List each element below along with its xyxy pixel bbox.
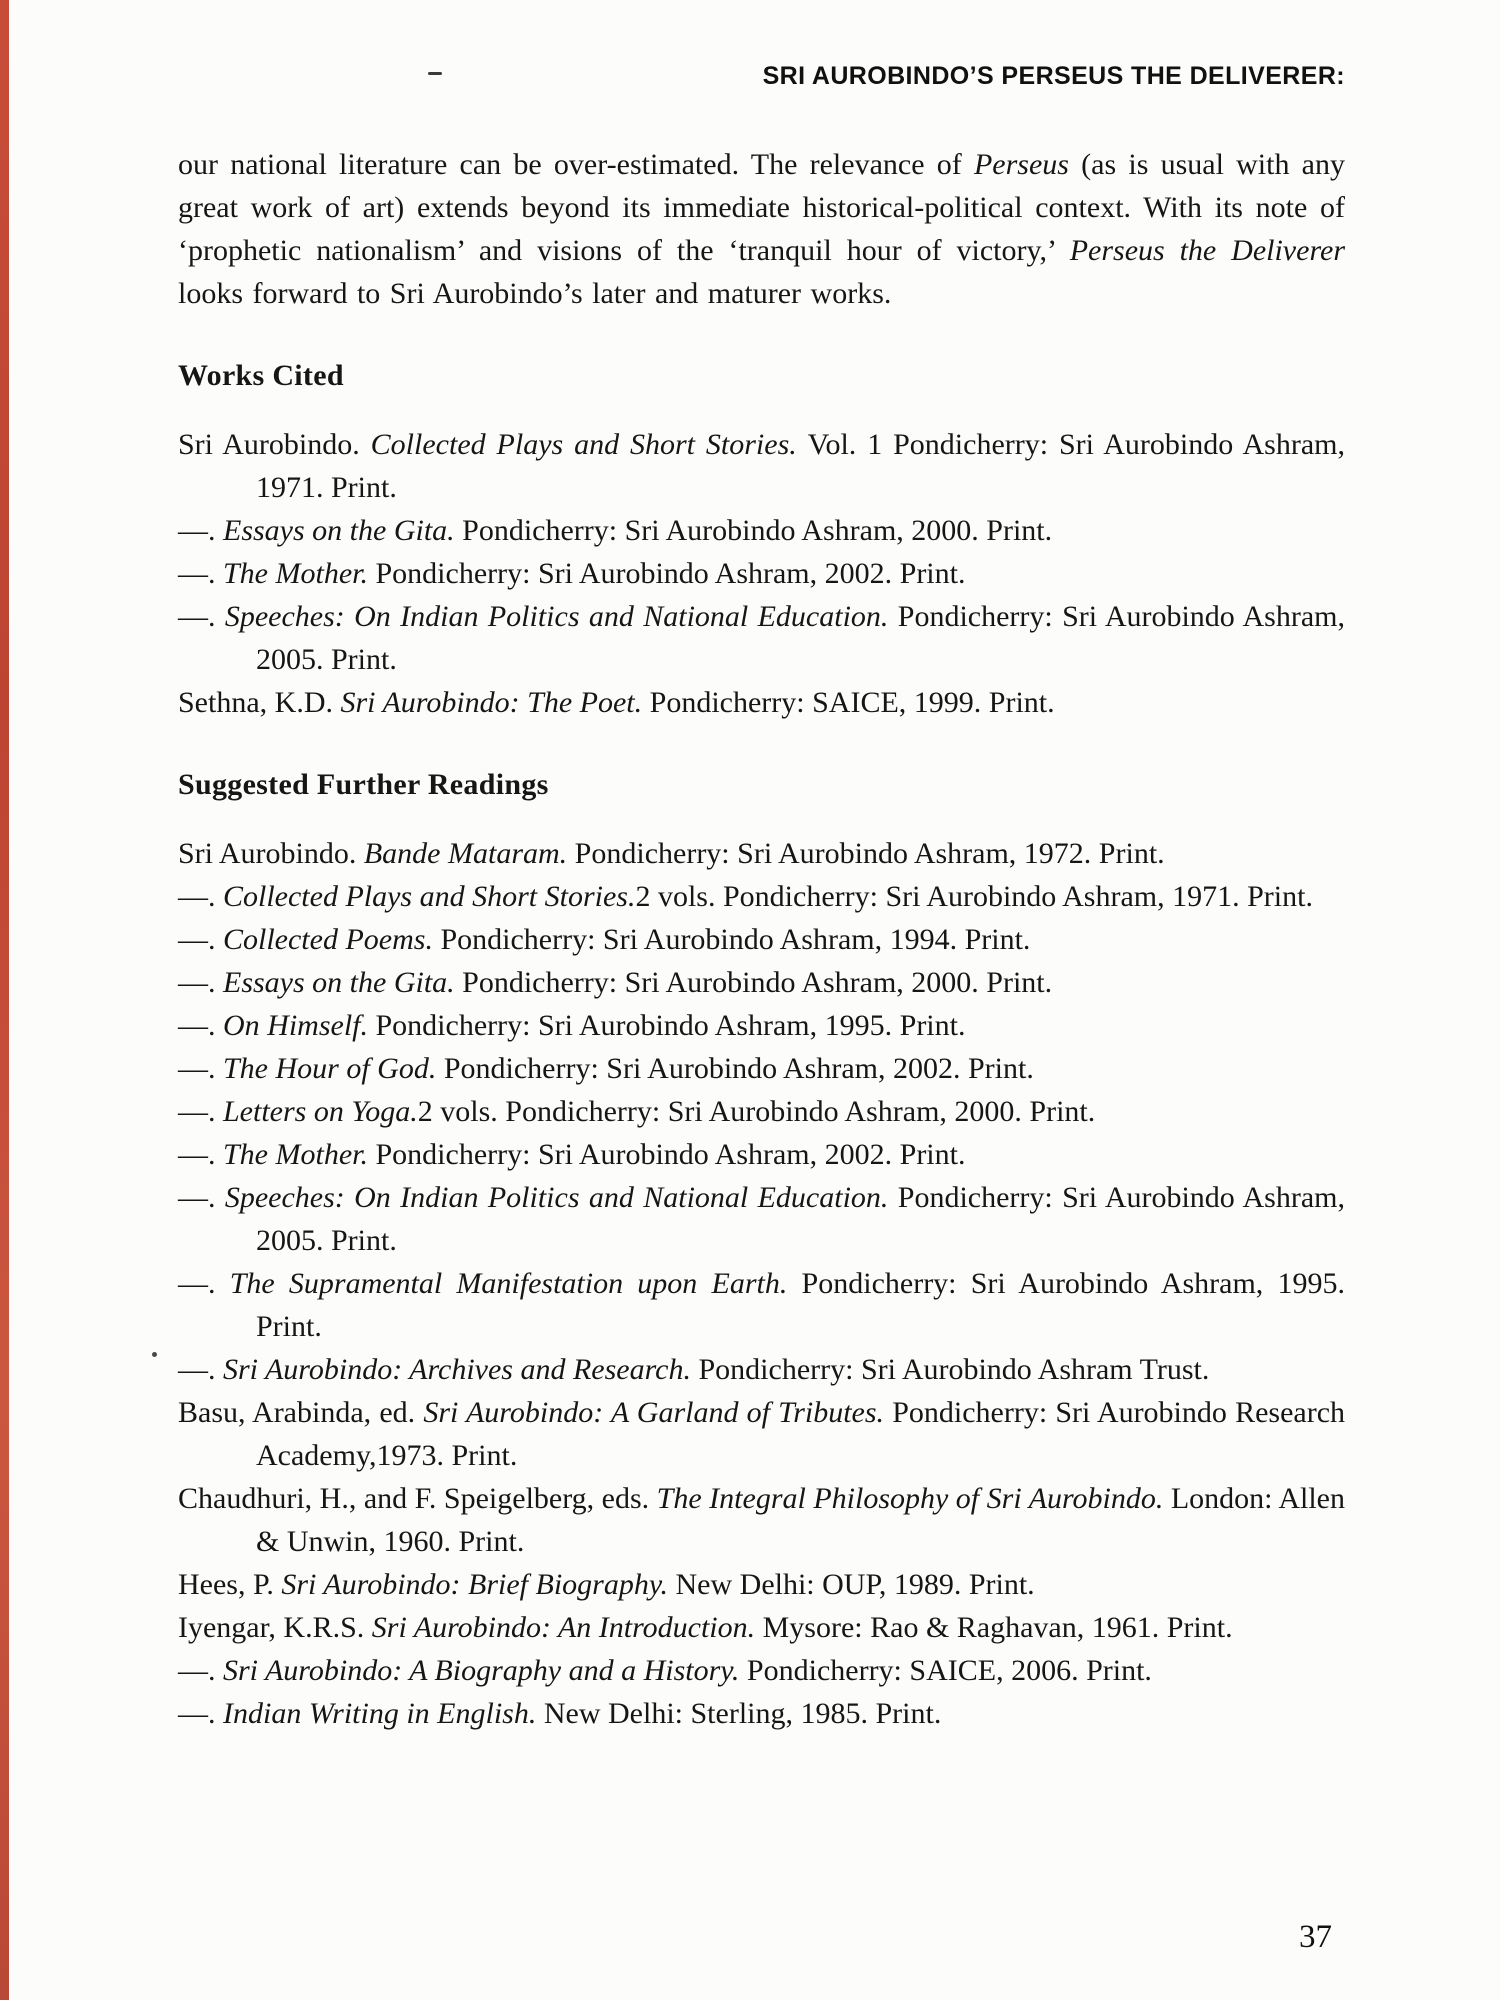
citation-entry — [178, 1090, 1345, 1133]
text-segment: 2 vols. Pondicherry: Sri Aurobindo Ashram, 2000. Print. — [417, 1095, 1096, 1128]
text-segment: —. — [178, 557, 223, 590]
citation-entry — [178, 1477, 1345, 1563]
title-segment: Essays on the Gita. — [223, 514, 463, 547]
citation-entry — [178, 961, 1345, 1004]
title-segment: Letters on Yoga. — [223, 1095, 418, 1128]
scan-dot-artifact — [152, 1352, 157, 1357]
title-segment: The Integral Philosophy of Sri Aurobindo. — [656, 1482, 1171, 1515]
title-segment: Perseus — [973, 148, 1069, 181]
text-segment: Sri Aurobindo. — [178, 837, 364, 870]
text-segment: —. — [178, 1095, 223, 1128]
citation-entry — [178, 1563, 1345, 1606]
text-segment: Pondicherry: Sri Aurobindo Research Academy,1973. Print. — [256, 1396, 1346, 1472]
citation-entry — [178, 918, 1345, 961]
text-segment: —. — [178, 923, 223, 956]
text-segment: 2 vols. Pondicherry: Sri Aurobindo Ashram, 1971. Print. — [635, 880, 1313, 913]
citation-entry — [178, 1004, 1345, 1047]
text-segment: New Delhi: Sterling, 1985. Print. — [543, 1697, 942, 1730]
text-segment: Pondicherry: Sri Aurobindo Ashram Trust. — [698, 1353, 1210, 1386]
text-segment: Pondicherry: SAICE, 2006. Print. — [746, 1654, 1152, 1687]
title-segment: Essays on the Gita. — [223, 966, 463, 999]
title-segment: The Hour of God. — [223, 1052, 444, 1085]
citation-entry — [178, 1692, 1345, 1735]
citation-entry — [178, 832, 1345, 875]
citation-entry — [178, 875, 1345, 918]
citation-entry — [178, 1176, 1345, 1262]
text-segment: Pondicherry: Sri Aurobindo Ashram, 1995. Print. — [256, 1267, 1345, 1343]
text-segment: Pondicherry: Sri Aurobindo Ashram, 2002. Print. — [375, 557, 966, 590]
citation-entry — [178, 1649, 1345, 1692]
text-segment: New Delhi: OUP, 1989. Print. — [675, 1568, 1035, 1601]
title-segment: Indian Writing in English. — [223, 1697, 544, 1730]
further-readings-list — [178, 832, 1345, 1735]
citation-entry — [178, 1133, 1345, 1176]
title-segment: Collected Plays and Short Stories. — [370, 428, 808, 461]
text-segment: our national literature can be over-estimated. The relevance of — [178, 148, 974, 181]
text-segment: Pondicherry: Sri Aurobindo Ashram, 1994. Print. — [440, 923, 1031, 956]
works-cited-list — [178, 423, 1345, 724]
text-segment: —. — [178, 1052, 223, 1085]
title-segment: Speeches: On Indian Politics and National Education. — [224, 1181, 898, 1214]
title-segment: The Supramental Manifestation upon Earth. — [229, 1267, 802, 1300]
citation-entry — [178, 1606, 1345, 1649]
text-segment: —. — [178, 1654, 223, 1687]
citation-entry — [178, 595, 1345, 681]
text-segment: Sri Aurobindo. — [178, 428, 371, 461]
text-segment: —. — [178, 1181, 225, 1214]
citation-entry — [178, 423, 1345, 509]
text-segment: Pondicherry: Sri Aurobindo Ashram, 1995. Print. — [375, 1009, 966, 1042]
title-segment: Sri Aurobindo: Brief Biography. — [281, 1568, 676, 1601]
title-segment: The Mother. — [223, 1138, 376, 1171]
text-segment: (as is usual with any great work of art) extends beyond its immediate historical-political context. With its note of ‘prophetic nationalism’ and visions of the ‘tranquil hour of victory,’ — [178, 148, 1345, 267]
title-segment: Collected Poems. — [223, 923, 441, 956]
title-segment: The Mother. — [223, 557, 376, 590]
text-segment: Chaudhuri, H., and F. Speigelberg, eds. — [178, 1482, 657, 1515]
text-segment: —. — [178, 600, 225, 633]
title-segment: Collected Plays and Short Stories. — [223, 880, 636, 913]
citation-entry — [178, 1348, 1345, 1391]
title-segment: Speeches: On Indian Politics and National Education. — [224, 600, 898, 633]
further-readings-heading: Suggested Further Readings — [178, 768, 549, 801]
title-segment: Sri Aurobindo: An Introduction. — [371, 1611, 763, 1644]
title-segment: Sri Aurobindo: Archives and Research. — [223, 1353, 699, 1386]
text-segment: Iyengar, K.R.S. — [178, 1611, 372, 1644]
text-segment: Basu, Arabinda, ed. — [178, 1396, 424, 1429]
text-segment: —. — [178, 514, 223, 547]
title-segment: Sri Aurobindo: A Biography and a History. — [223, 1654, 747, 1687]
text-segment: looks forward to Sri Aurobindo’s later and maturer works. — [178, 277, 892, 310]
body-paragraph — [178, 143, 1345, 315]
citation-entry — [178, 509, 1345, 552]
citation-entry — [178, 1262, 1345, 1348]
text-segment: —. — [178, 1138, 223, 1171]
scan-binding-edge — [0, 0, 9, 2000]
text-segment: —. — [178, 1697, 223, 1730]
text-segment: —. — [178, 880, 223, 913]
text-segment: Pondicherry: Sri Aurobindo Ashram, 2005. Print. — [256, 1181, 1345, 1257]
text-segment: London: Allen & Unwin, 1960. Print. — [256, 1482, 1346, 1558]
text-segment: Pondicherry: Sri Aurobindo Ashram, 2000. Print. — [462, 514, 1053, 547]
text-segment: Pondicherry: Sri Aurobindo Ashram, 1972. Print. — [574, 837, 1165, 870]
citation-entry — [178, 552, 1345, 595]
title-segment: Sri Aurobindo: The Poet. — [340, 686, 650, 719]
title-segment: Perseus the Deliverer — [1069, 234, 1345, 267]
running-header: SRI AUROBINDO’S PERSEUS THE DELIVERER: — [762, 62, 1345, 90]
scan-speck-artifact — [428, 72, 442, 75]
works-cited-heading: Works Cited — [178, 359, 344, 392]
text-segment: —. — [178, 1009, 223, 1042]
text-segment: Pondicherry: Sri Aurobindo Ashram, 2005. Print. — [256, 600, 1345, 676]
title-segment: Sri Aurobindo: A Garland of Tributes. — [423, 1396, 893, 1429]
page-number: 37 — [1299, 1919, 1332, 1955]
text-segment: —. — [178, 1267, 230, 1300]
text-segment: Mysore: Rao & Raghavan, 1961. Print. — [762, 1611, 1233, 1644]
text-segment: Pondicherry: Sri Aurobindo Ashram, 2002. Print. — [375, 1138, 966, 1171]
title-segment: Bande Mataram. — [363, 837, 575, 870]
text-segment: —. — [178, 966, 223, 999]
citation-entry — [178, 681, 1345, 724]
citation-entry — [178, 1391, 1345, 1477]
text-segment: —. — [178, 1353, 223, 1386]
citation-entry — [178, 1047, 1345, 1090]
text-segment: Pondicherry: SAICE, 1999. Print. — [649, 686, 1055, 719]
text-segment: Sethna, K.D. — [178, 686, 341, 719]
title-segment: On Himself. — [223, 1009, 376, 1042]
text-segment: Hees, P. — [178, 1568, 282, 1601]
text-segment: Vol. 1 Pondicherry: Sri Aurobindo Ashram, 1971. Print. — [256, 428, 1345, 504]
text-segment: Pondicherry: Sri Aurobindo Ashram, 2002. Print. — [443, 1052, 1034, 1085]
text-segment: Pondicherry: Sri Aurobindo Ashram, 2000. Print. — [462, 966, 1053, 999]
